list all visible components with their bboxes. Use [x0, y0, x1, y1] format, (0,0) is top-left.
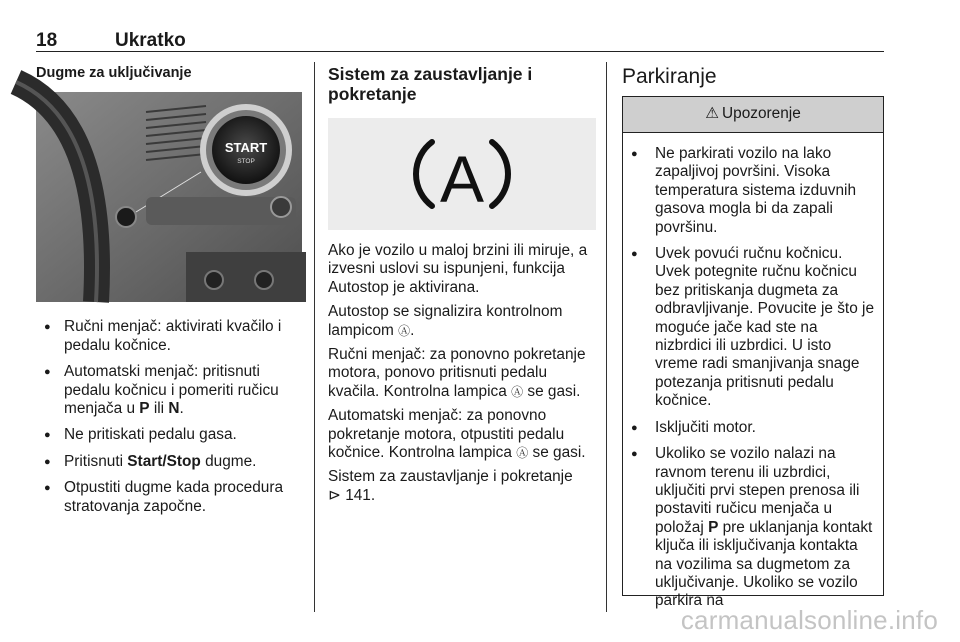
page-reference-link[interactable]: 141. — [345, 486, 376, 504]
list-item: ● Ne parkirati vozilo na lako zapaljivoj površini. Visoka temperatura sistema izduvnih gasova mogla bi da zapali površinu. — [629, 145, 875, 237]
list-item: ● Automatski menjač: pritisnuti pedalu kočnicu i pomeriti ručicu menjača u P ili N. — [36, 363, 302, 418]
list-item: ● Pritisnuti Start/Stop dugme. — [36, 453, 302, 471]
stop-button-label: STOP — [237, 158, 255, 166]
warning-body — [623, 133, 883, 611]
section-heading-start-button: Dugme za uključivanje — [36, 65, 192, 81]
column-divider-1 — [314, 62, 315, 612]
autostop-icon — [402, 124, 522, 224]
start-button-photo — [36, 92, 302, 302]
paragraph-reference: Sistem za zaustavljanje i pokretanje ⊳ 141. — [328, 468, 573, 504]
warning-header — [623, 97, 883, 133]
list-item: ● Otpustiti dugme kada procedura stratovanja započne. — [36, 479, 302, 516]
autostop-small-icon: Ⓐ — [516, 446, 529, 461]
list-item: ● Ne pritiskati pedalu gasa. — [36, 426, 302, 444]
dashboard-illustration-icon — [36, 92, 302, 302]
warning-icon: ⚠ — [705, 105, 720, 123]
start-button-label: START — [224, 140, 268, 156]
list-item: ● Ukoliko se vozilo nalazi na ravnom terenu ili uzbrdici, uključiti prvi stepen prenosa ili postaviti ručicu menjača u položaj P pre uklanjanja kontakt ključa ili isključivanja kontakta na vozilima sa dugmetom za uključivanje. Ukoliko se vozilo parkira na — [629, 445, 875, 611]
watermark: carmanualsonline.info — [680, 605, 938, 635]
paragraph: Autostop se signalizira kontrolnom lampicom Ⓐ. — [328, 303, 563, 339]
autostop-small-icon: Ⓐ — [398, 323, 411, 338]
page-reference-icon: ⊳ — [328, 486, 341, 504]
section-heading-stop-start: Sistem za zaustavljanje i pokretanje — [328, 64, 533, 104]
column-divider-2 — [606, 62, 607, 612]
list-item: ● Isključiti motor. — [629, 419, 875, 437]
paragraph: Automatski menjač: za ponovno pokretanje motora, otpustiti pedalu kočnice. Kontrolna lampica Ⓐ se gasi. — [328, 407, 586, 462]
column-start-button — [36, 64, 302, 524]
autostop-symbol-panel — [328, 118, 596, 230]
section-heading-parking: Parkiranje — [622, 65, 717, 88]
warning-box — [622, 96, 884, 610]
column-stop-start — [328, 64, 594, 511]
autostop-icon-letter: A — [439, 142, 485, 216]
paragraph: Ručni menjač: za ponovno pokretanje motora, ponovo pritisnuti pedalu kvačila. Kontrolna lampica Ⓐ se gasi. — [328, 346, 586, 400]
warning-list — [629, 145, 875, 611]
list-item: ● Uvek povući ručnu kočnicu. Uvek potegnite ručnu kočnicu bez pritiskanja dugmeta za odbravljivanje. Povucite je što je moguće jače kad ste na nizbrdici ili uzbrdici. U isto vreme radi smanjivanja snage potezanja pritisnuti pedalu kočnice. — [629, 245, 875, 411]
chapter-title: Ukratko — [115, 30, 186, 51]
autostop-small-icon: Ⓐ — [511, 384, 524, 399]
list-item: ● Ručni menjač: aktivirati kvačilo i pedalu kočnice. — [36, 318, 302, 355]
start-steps-list — [36, 318, 302, 516]
page-number: 18 — [36, 30, 58, 51]
column-parking — [622, 64, 884, 610]
page-header — [36, 28, 884, 52]
paragraph: Ako je vozilo u maloj brzini ili miruje, a izvesni uslovi su ispunjeni, funkcija Autostop je aktivirana. — [328, 242, 588, 296]
warning-title: Upozorenje — [722, 105, 801, 123]
